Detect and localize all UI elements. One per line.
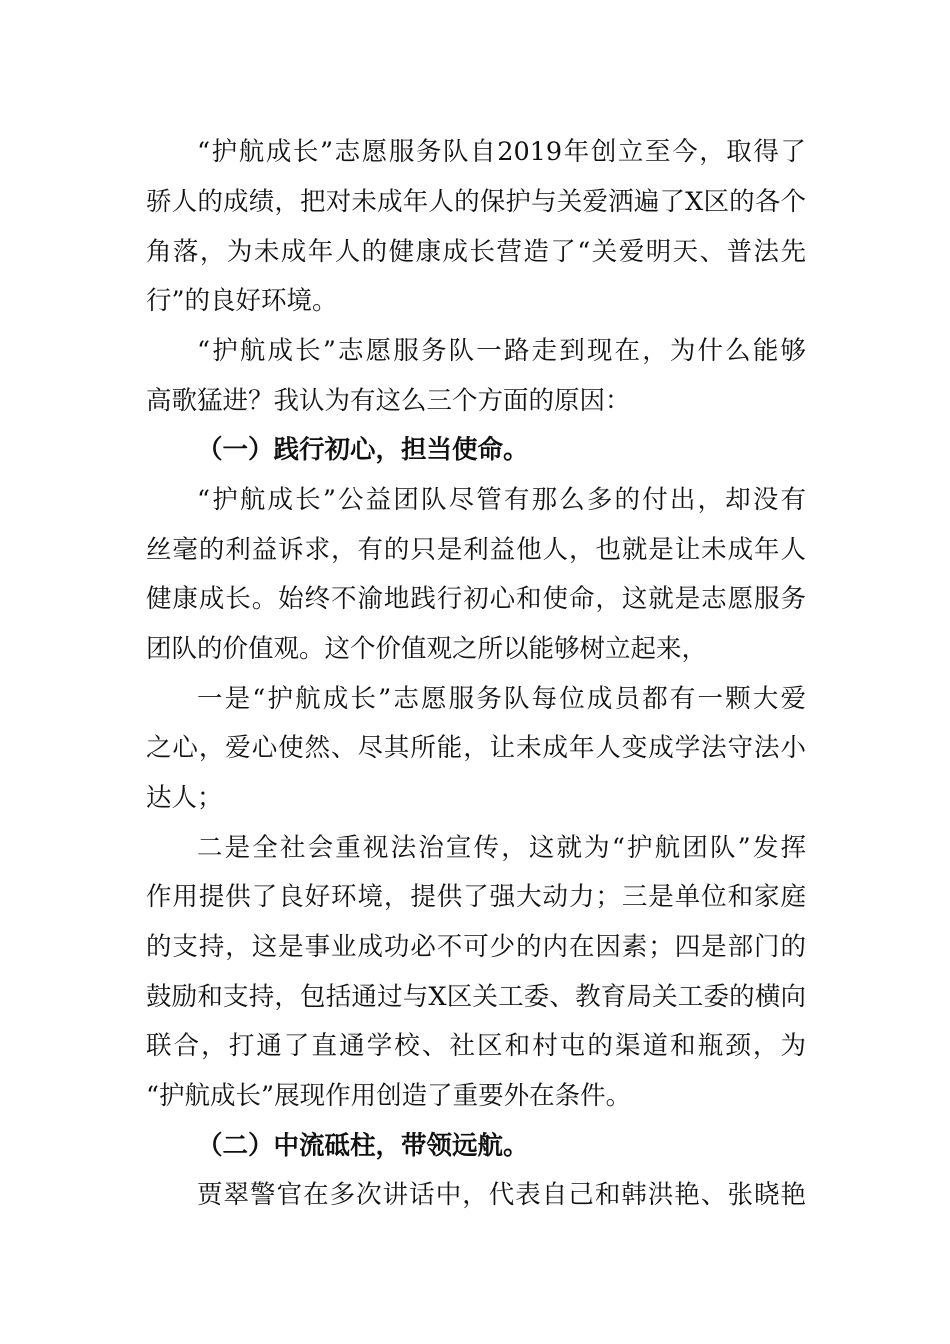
paragraph-2-line-2: 高歌猛进？我认为有这么三个方面的原因： bbox=[146, 386, 631, 416]
paragraph-5-line-4: 鼓励和支持，包括通过与X区关工委、教育局关工委的横向 bbox=[146, 982, 806, 1012]
paragraph-3-line-2: 丝毫的利益诉求，有的只是利益他人，也就是让未成年人 bbox=[146, 535, 806, 565]
paragraph-5-line-5: 联合，打通了直通学校、社区和村屯的渠道和瓶颈，为 bbox=[146, 1031, 806, 1061]
paragraph-1-line-1: “护航成长”志愿服务队自2019年创立至今，取得了 bbox=[197, 137, 806, 167]
paragraph-3-line-4: 团队的价值观。这个价值观之所以能够树立起来， bbox=[146, 634, 708, 664]
paragraph-5-line-6: “护航成长”展现作用创造了重要外在条件。 bbox=[146, 1081, 632, 1111]
section-heading-1: （一）践行初心，担当使命。 bbox=[197, 435, 529, 465]
paragraph-3-line-3: 健康成长。始终不渝地践行初心和使命，这就是志愿服务 bbox=[146, 584, 806, 614]
paragraph-1-line-3: 角落，为未成年人的健康成长营造了“关爱明天、普法先 bbox=[146, 237, 806, 267]
paragraph-4-line-1: 一是“护航成长”志愿服务队每位成员都有一颗大爱 bbox=[197, 684, 806, 714]
paragraph-1-line-4: 行”的良好环境。 bbox=[146, 286, 338, 316]
paragraph-1-line-2: 骄人的成绩，把对未成年人的保护与关爱洒遍了X区的各个 bbox=[146, 187, 806, 217]
paragraph-5-line-2: 作用提供了良好环境，提供了强大动力；三是单位和家庭 bbox=[146, 882, 806, 912]
paragraph-3-line-1: “护航成长”公益团队尽管有那么多的付出，却没有 bbox=[197, 485, 806, 515]
paragraph-6-line-1: 贾翠警官在多次讲话中，代表自己和韩洪艳、张晓艳 bbox=[197, 1180, 806, 1210]
paragraph-4-line-3: 达人； bbox=[146, 783, 223, 813]
paragraph-5-line-1: 二是全社会重视法治宣传，这就为“护航团队”发挥 bbox=[197, 833, 806, 863]
section-heading-2: （二）中流砥柱，带领远航。 bbox=[197, 1131, 529, 1161]
paragraph-4-line-2: 之心，爱心使然、尽其所能，让未成年人变成学法守法小 bbox=[146, 733, 806, 763]
paragraph-5-line-3: 的支持，这是事业成功必不可少的内在因素；四是部门的 bbox=[146, 932, 806, 962]
paragraph-2-line-1: “护航成长”志愿服务队一路走到现在，为什么能够 bbox=[197, 336, 806, 366]
